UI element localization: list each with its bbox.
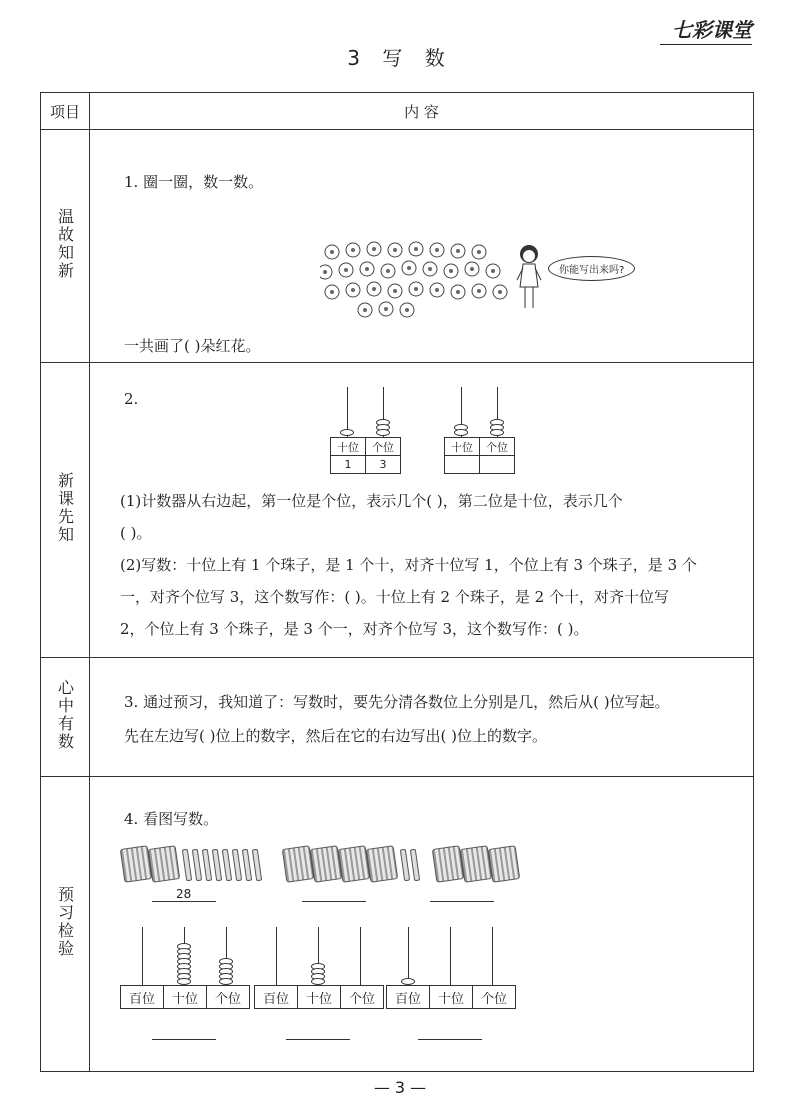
header-content: 内 容 bbox=[90, 93, 754, 130]
abacusA-rod bbox=[142, 927, 143, 985]
section-label-4: 预习检验 bbox=[55, 886, 75, 958]
abacus-bead bbox=[219, 978, 233, 985]
q2-part1-cont: ( )。 bbox=[120, 524, 152, 542]
section-label-3: 心中有数 bbox=[55, 679, 75, 751]
abacus2-bead bbox=[454, 429, 468, 436]
place-header-ones: 个位 bbox=[473, 986, 516, 1009]
answer-blank-1[interactable] bbox=[152, 901, 216, 902]
place-header-ones: 个位 bbox=[366, 438, 401, 456]
page-title: 3 写 数 bbox=[347, 46, 453, 70]
place-header-tens: 十位 bbox=[298, 986, 341, 1009]
place-value-ones: 3 bbox=[366, 456, 401, 474]
q1-prompt: 1. 圈一圈，数一数。 bbox=[124, 173, 264, 191]
single-stick bbox=[192, 849, 202, 882]
q2-part2-line3: 2，个位上有 3 个珠子，是 3 个一，对齐个位写 3，这个数写作：( )。 bbox=[120, 620, 589, 638]
place-header-hundreds: 百位 bbox=[255, 986, 298, 1009]
place-header-tens: 十位 bbox=[430, 986, 473, 1009]
place-header-tens: 十位 bbox=[331, 438, 366, 456]
abacusB-rod bbox=[360, 927, 361, 985]
q3-line2: 先在左边写( )位上的数字，然后在它的右边写出( )位上的数字。 bbox=[124, 727, 547, 745]
single-stick bbox=[252, 849, 262, 882]
place-value-tens: 1 bbox=[331, 456, 366, 474]
abacus1-place-table bbox=[330, 437, 401, 474]
place-header-ones: 个位 bbox=[207, 986, 250, 1009]
place-header-ones: 个位 bbox=[480, 438, 515, 456]
abacusC-rod bbox=[492, 927, 493, 985]
single-stick bbox=[212, 849, 222, 882]
abacus2-bead bbox=[490, 429, 504, 436]
place-header-hundreds: 百位 bbox=[121, 986, 164, 1009]
header-item: 项目 bbox=[41, 93, 90, 130]
answer-blank-3[interactable] bbox=[430, 901, 494, 902]
place-header-ones: 个位 bbox=[341, 986, 384, 1009]
abacusC-rod bbox=[450, 927, 451, 985]
speech-bubble: 你能写出来吗? bbox=[548, 256, 635, 281]
stick-bundle bbox=[148, 845, 180, 883]
place-header-hundreds: 百位 bbox=[387, 986, 430, 1009]
abacusB-rod bbox=[276, 927, 277, 985]
abacusB-place-table bbox=[254, 985, 384, 1009]
abacus2-place-table bbox=[444, 437, 515, 474]
single-stick bbox=[242, 849, 252, 882]
answer-blank-5[interactable] bbox=[286, 1039, 350, 1040]
answer-blank-4[interactable] bbox=[152, 1039, 216, 1040]
flowers-illustration bbox=[320, 240, 520, 320]
answer-blank-2[interactable] bbox=[302, 901, 366, 902]
answer-blank-6[interactable] bbox=[418, 1039, 482, 1040]
stick-bundle bbox=[366, 845, 398, 883]
q1-answer: 一共画了( )朵红花。 bbox=[124, 337, 261, 355]
abacusA-place-table bbox=[120, 985, 250, 1009]
q2-part1: (1)计数器从右边起，第一位是个位，表示几个( )，第二位是十位，表示几个 bbox=[120, 492, 623, 510]
q2-part2-line1: (2)写数：十位上有 1 个珠子，是 1 个十，对齐十位写 1，个位上有 3 个珠子，是 3 个 bbox=[120, 556, 697, 574]
girl-icon bbox=[515, 242, 545, 318]
abacusC-place-table bbox=[386, 985, 516, 1009]
place-value-tens bbox=[445, 456, 480, 474]
page-number: — 3 — bbox=[373, 1078, 427, 1097]
single-stick bbox=[182, 849, 192, 882]
abacusC-rod bbox=[408, 927, 409, 985]
single-stick bbox=[202, 849, 212, 882]
place-header-tens: 十位 bbox=[164, 986, 207, 1009]
place-value-ones bbox=[480, 456, 515, 474]
section-label-2: 新课先知 bbox=[55, 472, 75, 544]
abacus1-bead bbox=[376, 429, 390, 436]
abacus-bead bbox=[177, 978, 191, 985]
q3-line1: 3. 通过预习，我知道了：写数时，要先分清各数位上分别是几，然后从( )位写起。 bbox=[124, 693, 670, 711]
abacus1-bead bbox=[340, 429, 354, 436]
single-stick bbox=[410, 849, 420, 882]
q2-part2-line2: 一，对齐个位写 3，这个数写作：( )。十位上有 2 个珠子，是 2 个十，对齐十位写 bbox=[120, 588, 669, 606]
q2-number: 2. bbox=[124, 390, 139, 408]
single-stick bbox=[222, 849, 232, 882]
q4-prompt: 4. 看图写数。 bbox=[124, 810, 219, 828]
abacus-bead bbox=[401, 978, 415, 985]
worksheet-table bbox=[40, 92, 754, 1072]
abacus-bead bbox=[311, 978, 325, 985]
section-label-1: 温故知新 bbox=[55, 208, 75, 280]
given-answer: 28 bbox=[176, 887, 192, 901]
place-header-tens: 十位 bbox=[445, 438, 480, 456]
stick-bundle bbox=[488, 845, 520, 883]
single-stick bbox=[232, 849, 242, 882]
single-stick bbox=[400, 849, 410, 882]
brand-logo: 七彩课堂 bbox=[672, 18, 752, 42]
